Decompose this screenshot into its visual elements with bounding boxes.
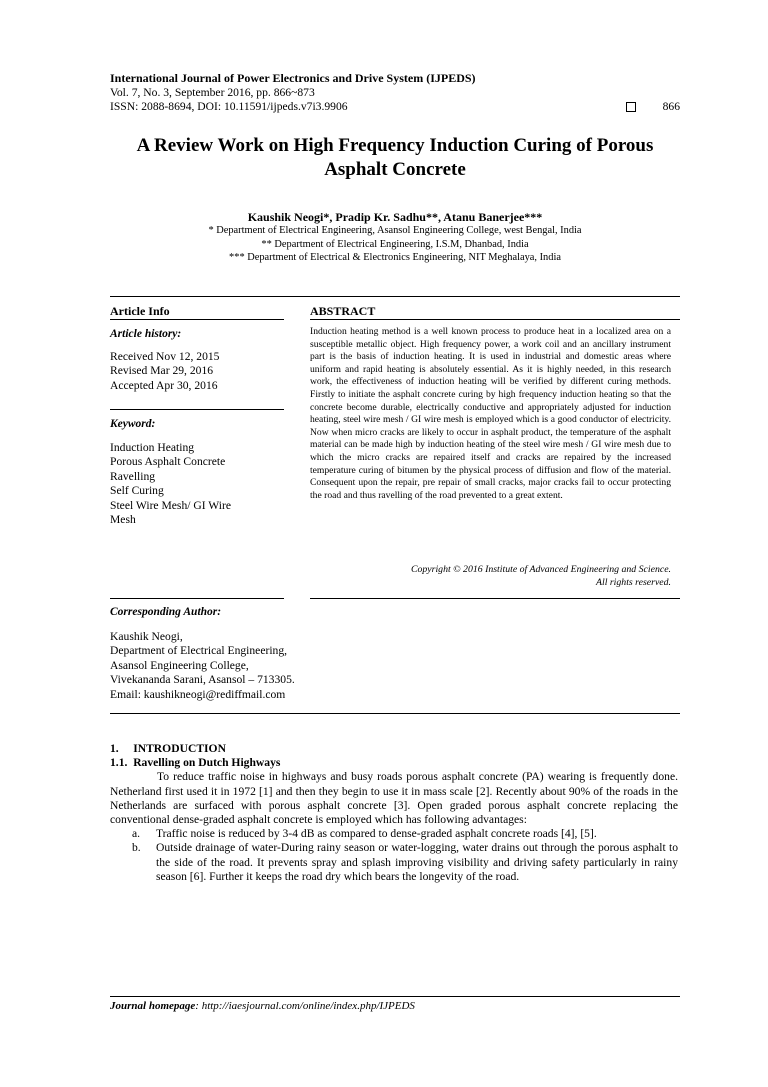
affiliation-3: *** Department of Electrical & Electronics Engineering, NIT Meghalaya, India: [229, 252, 561, 263]
revised-date: Revised Mar 29, 2016: [110, 364, 214, 378]
journal-name: International Journal of Power Electronics and Drive System (IJPEDS): [110, 71, 476, 85]
author-address: Vivekananda Sarani, Asansol – 713305.: [110, 673, 295, 687]
article-history-label: Article history:: [110, 328, 182, 340]
author-name: Kaushik Neogi,: [110, 630, 183, 643]
affiliation-2: ** Department of Electrical Engineering, I.S.M, Dhanbad, India: [261, 238, 529, 250]
top-divider: [110, 296, 680, 297]
copyright-line-1: Copyright © 2016 Institute of Advanced Engineering and Science.: [410, 564, 671, 575]
list-marker: a.: [132, 827, 141, 841]
keyword: Steel Wire Mesh/ GI Wire: [110, 498, 231, 512]
paper-title: [100, 134, 690, 182]
volume-line: Vol. 7, No. 3, September 2016, pp. 866~873: [110, 85, 315, 99]
copyright-line-2: All rights reserved.: [595, 576, 671, 588]
keyword: Porous Asphalt Concrete: [110, 455, 226, 469]
authors: Kaushik Neogi*, Pradip Kr. Sadhu**, Atanu Banerjee***: [247, 210, 543, 224]
corresponding-author: [110, 630, 510, 702]
list-text: Outside drainage of water-During rainy season or water-logging, water drains out through the porous asphalt to the side of the road. It prevents spray and splash improving visibility and driving safety particularly in rainy season [6]. Further it keeps the road dry which bears the longevity of the road.: [156, 841, 678, 883]
copyright: [310, 564, 671, 589]
keyword-list: [110, 441, 290, 527]
list-item: [110, 827, 678, 841]
info-bottom-divider: [110, 713, 680, 714]
list-marker: b.: [132, 841, 141, 855]
affiliations: [100, 224, 690, 265]
list-item: [110, 841, 678, 884]
journal-homepage: [110, 1000, 680, 1012]
abstract-rule: [310, 319, 680, 320]
journal-header: [110, 71, 680, 115]
homepage-sep: :: [195, 1000, 202, 1012]
author-department: Department of Electrical Engineering,: [110, 644, 288, 658]
subsection-heading: 1.1. Ravelling on Dutch Highways: [110, 756, 281, 770]
homepage-label: Journal homepage: [110, 1000, 196, 1012]
keyword: Ravelling: [110, 469, 156, 483]
history-rule: [110, 409, 284, 410]
section-heading: 1. INTRODUCTION: [110, 742, 226, 755]
homepage-link[interactable]: http://iaesjournal.com/online/index.php/IJPEDS: [201, 1000, 415, 1012]
keyword-label: Keyword:: [110, 418, 156, 430]
title-line-1: A Review Work on High Frequency Induction Curing of Porous: [136, 135, 654, 156]
keyword: Self Curing: [110, 484, 164, 498]
page-number: 866: [662, 100, 680, 113]
title-line-2: Asphalt Concrete: [324, 159, 466, 180]
checkbox-icon: [626, 102, 636, 112]
footer-rule: [110, 996, 680, 997]
received-date: Received Nov 12, 2015: [110, 350, 220, 363]
introduction-section: [110, 742, 678, 884]
article-info-heading: Article Info: [110, 304, 170, 318]
accepted-date: Accepted Apr 30, 2016: [110, 378, 218, 392]
keyword: Mesh: [110, 513, 136, 527]
keyword: Induction Heating: [110, 441, 195, 454]
affiliation-1: * Department of Electrical Engineering, Asansol Engineering College, west Bengal, India: [208, 225, 582, 236]
abstract-text: Induction heating method is a well known process to produce heat in a localized area on a susceptible metallic object. High frequency power, a work coil and an ancillary instrument part is the basis of induction heating. It is used in industrial and domestic areas where uniform and rapid heating is absolutely essential. As it is highly needed, in this research work, the effectiveness of induction heating will be verified by different curing methods. Firstly to initiate the asphalt concrete curing by high frequency induction heating so that the concrete become durable, electrically conductive and appropriately adjusted for induction heating, steel wire mesh / GI wire mesh is employed which is a good conductor of electricity. Now when micro cracks are likely to occur in asphalt product, the temperature of the asphalt material can be made high by induction heating of the steel wire mesh / GI wire mesh due to which the micro cracks are repaired itself and cracks are repaired by the increased temperature curing of bitumen by the physical process of diffusion and flow of the material. Consequent upon the repair, pre repair of small cracks, major cracks fail to occur protecting the road and thus ravelling of the road prevented to a great extent.: [310, 326, 671, 501]
left-bottom-rule: [110, 598, 284, 599]
article-history: [110, 350, 290, 393]
author-college: Asansol Engineering College,: [110, 658, 249, 672]
intro-paragraph: To reduce traffic noise in highways and busy roads porous asphalt concrete (PA) wearing is frequently done. Netherland first used it in 1972 [1] and then they begin to use it in mass scale [2]. Recently about 90% of the roads in the Netherlands are surfaced with porous asphalt concrete [3]. Open graded porous asphalt concrete replacing the conventional dense-graded asphalt concrete is employed which has following advantages:: [110, 770, 678, 827]
right-bottom-rule: [310, 598, 680, 599]
issn-line: ISSN: 2088-8694, DOI: 10.11591/ijpeds.v7i3.9906: [110, 100, 348, 113]
list-text: Traffic noise is reduced by 3-4 dB as compared to dense-graded asphalt concrete roads [4], [5].: [156, 827, 597, 841]
corresponding-author-label: Corresponding Author:: [110, 606, 222, 618]
article-info-rule: [110, 319, 284, 320]
issn-row: [110, 100, 680, 115]
abstract-heading: ABSTRACT: [310, 304, 376, 318]
author-email: Email: kaushikneogi@rediffmail.com: [110, 687, 286, 701]
